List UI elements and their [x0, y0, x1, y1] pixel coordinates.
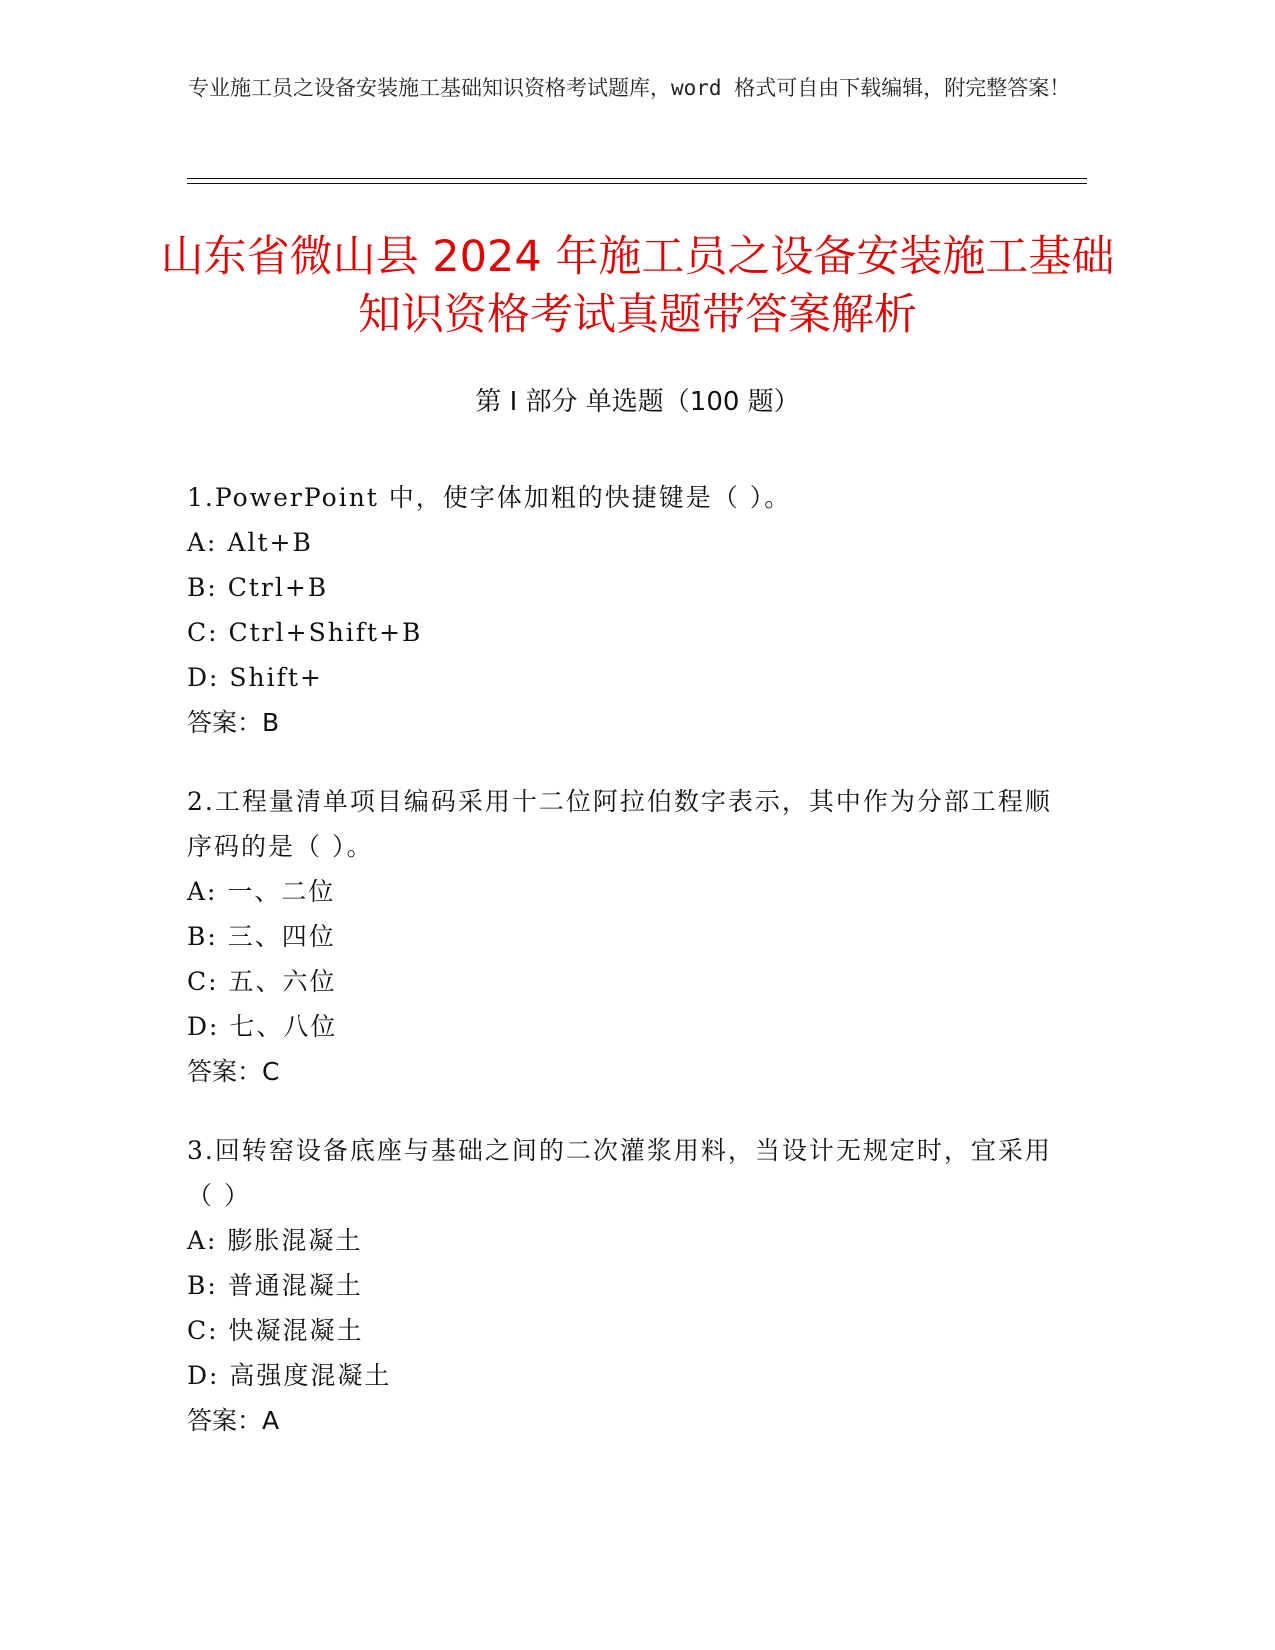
option-b: B: 普通混凝土 — [187, 1271, 363, 1300]
document-title: 山东省微山县 2024 年施工员之设备安装施工基础知识资格考试真题带答案解析 — [160, 232, 1115, 340]
option-c: C: 快凝混凝土 — [187, 1316, 364, 1345]
question-3 — [187, 1128, 1067, 1443]
option-b: B: 三、四位 — [187, 922, 336, 951]
question-1 — [187, 475, 1067, 745]
question-stem: 1.PowerPoint 中，使字体加粗的快捷键是（ ）。 — [187, 483, 792, 512]
option-a: A: 一、二位 — [187, 877, 336, 906]
option-d: D: Shift+ — [187, 663, 323, 692]
option-b: B: Ctrl+B — [187, 573, 329, 602]
option-c: C: Ctrl+Shift+B — [187, 618, 423, 647]
answer-line: 答案：B — [187, 708, 280, 737]
header-divider-top — [187, 178, 1087, 179]
question-stem: 2.工程量清单项目编码采用十二位阿拉伯数字表示，其中作为分部工程顺序码的是（ ）。 — [187, 787, 1052, 861]
question-2 — [187, 779, 1067, 1094]
section-heading: 第 I 部分 单选题（100 题） — [475, 387, 800, 417]
option-a: A: Alt+B — [187, 528, 313, 557]
option-d: D: 高强度混凝土 — [187, 1361, 392, 1390]
answer-line: 答案：A — [187, 1406, 280, 1435]
question-stem: 3.回转窑设备底座与基础之间的二次灌浆用料，当设计无规定时，宜采用（ ） — [187, 1136, 1052, 1210]
answer-line: 答案：C — [187, 1057, 280, 1086]
option-a: A: 膨胀混凝土 — [187, 1226, 363, 1255]
option-d: D: 七、八位 — [187, 1012, 338, 1041]
header-note: 专业施工员之设备安装施工基础知识资格考试题库，word 格式可自由下载编辑，附完整答案！ — [188, 76, 1071, 100]
option-c: C: 五、六位 — [187, 967, 337, 996]
question-list — [187, 475, 1067, 1477]
header-divider-bottom — [187, 183, 1087, 184]
